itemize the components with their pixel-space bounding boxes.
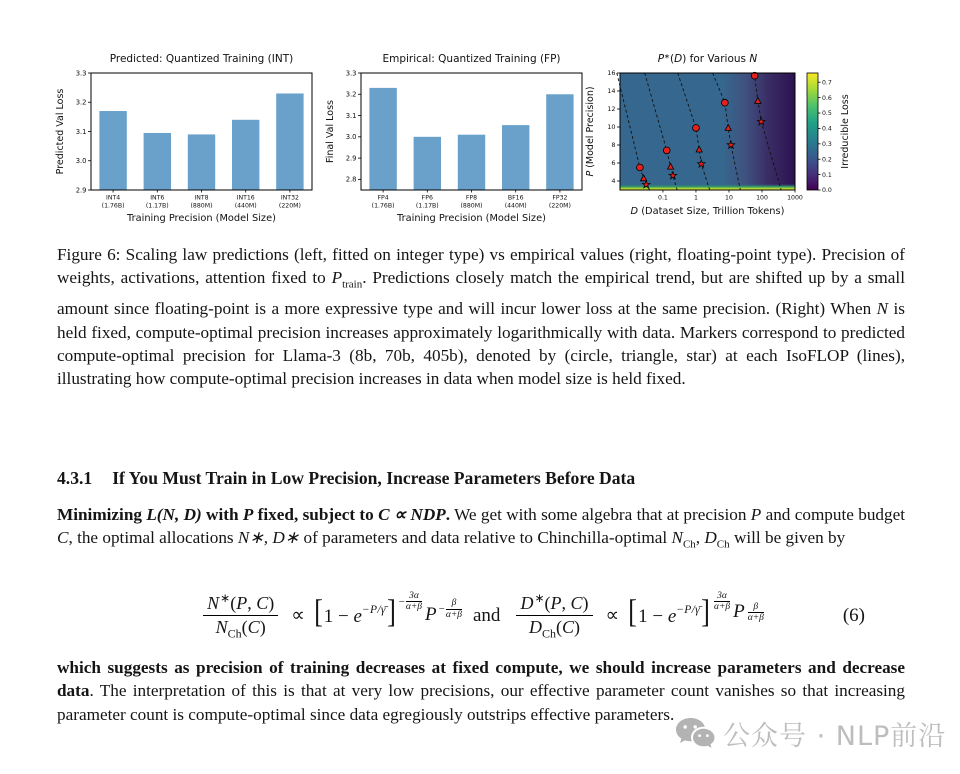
fraction-d: $\frac{D^∗(P, C)}{D_{Ch}(C)}$: [516, 592, 592, 640]
bracket-term: $[1 - e^{-P/\gammā}]$: [313, 593, 396, 630]
colorbar-tick-label: 0.4: [822, 125, 832, 133]
colorbar-tick-label: 0.3: [822, 141, 832, 149]
x-axis-label: Training Precision (Model Size): [127, 213, 276, 224]
paragraph-1: Minimizing L(N, D) with P fixed, subject to C ∝ NDP. We get with some algebra that at precision P and compute budget C, the optimal allocations N∗, D∗ of parameters and data relative to Chinchilla-optimal $N_{Ch}$, $D_{Ch}$ will be given by: [57, 505, 906, 551]
chart-empirical-fp: [325, 50, 595, 225]
y-axis-label: Predicted Val Loss: [55, 88, 66, 175]
x-tick-label: FP32: [552, 194, 568, 202]
and-word: and: [473, 604, 501, 626]
x-tick-sublabel: (440M): [504, 202, 527, 210]
y-tick-label: 6: [611, 159, 616, 168]
chart-title: Predicted: Quantized Training (INT): [109, 53, 294, 65]
bold-lead: Minimizing L(N, D) with P fixed, subject to C ∝ NDP.: [57, 505, 451, 524]
colorbar-tick-label: 0.2: [822, 156, 832, 164]
x-tick-label: FP6: [421, 194, 433, 202]
marker-circle: [693, 125, 700, 132]
watermark: [674, 714, 946, 753]
watermark-text: 公众号 · NLP前沿: [723, 721, 947, 752]
chart-pstar-heatmap: [585, 50, 915, 225]
chart-predicted-int: [55, 50, 325, 225]
colorbar: [807, 73, 818, 190]
x-tick-sublabel: (1.17B): [415, 202, 439, 210]
section-title: If You Must Train in Low Precision, Increase Parameters Before Data: [112, 468, 636, 488]
colorbar-tick-label: 0.7: [822, 79, 832, 87]
bar: [99, 111, 126, 190]
y-tick-label: 3.0: [75, 157, 87, 166]
exponent-3a: 3α α+β: [713, 591, 731, 613]
marker-circle: [721, 99, 728, 106]
y-axis-label: Final Val Loss: [325, 100, 336, 163]
x-tick-label: FP8: [465, 194, 478, 202]
figure-6-caption: [57, 243, 905, 391]
chart-title: Empirical: Quantized Training (FP): [382, 53, 561, 65]
section-number: 4.3.1: [57, 468, 93, 488]
caption-text: . Predictions closely match the empirical trend, but are shifted up by a small amount since floating-point is a more expressive type and will incur lower loss at the same precision. (Right) When: [57, 268, 905, 319]
bar: [414, 137, 441, 190]
x-tick-label: INT4: [106, 194, 121, 202]
x-axis-label: Training Precision (Model Size): [397, 213, 546, 224]
equation-body: [198, 592, 764, 640]
caption-text: is held fixed, compute-optimal precision increases approximately logarithmically with data. Markers correspond to predicted compute-optimal precision for Llama-3 (8b, 70b, 405b), denoted by (circle, triangle, star) at each IsoFLOP (lines), illustrating how compute-optimal precision increases in data when model size is held fixed.: [57, 299, 905, 389]
exponent-neg-3a: − $\frac{3\alpha}{\alpha+\beta}$: [398, 591, 423, 613]
bar: [144, 133, 171, 190]
y-tick-label: 2.9: [345, 154, 357, 163]
y-tick-label: 2.8: [345, 175, 357, 184]
body-text: . The interpretation of this is that at very low precisions, our effective parameter count vanishes so that increasing parameter count is compute-optimal since data egregiously outstrips effective parameters.: [57, 681, 905, 724]
x-axis-label: D (Dataset Size, Trillion Tokens): [630, 206, 785, 217]
y-tick-label: 3.3: [75, 69, 87, 78]
x-tick-label: 100: [756, 194, 768, 202]
y-tick-label: 16: [607, 69, 616, 78]
bar: [188, 134, 215, 190]
y-axis-label: P (Model Precision): [585, 86, 596, 177]
colorbar-tick-label: 0.5: [822, 110, 832, 118]
equation-6: [57, 578, 905, 654]
equation-number: (6): [842, 605, 865, 626]
bar: [232, 120, 259, 190]
y-tick-label: 12: [607, 105, 616, 114]
x-tick-label: 0.1: [658, 194, 668, 202]
x-tick-label: 10: [725, 194, 733, 202]
x-tick-label: INT8: [194, 194, 209, 202]
p-power-term: P − $\frac{\beta}{\alpha+\beta}$: [425, 598, 462, 626]
bar: [502, 125, 529, 190]
bold-conclusion: which suggests as precision of training decreases at fixed compute, we should increase parameters and decrease data: [57, 658, 905, 701]
marker-circle: [636, 164, 643, 171]
x-tick-sublabel: (1.17B): [145, 202, 169, 210]
bar: [546, 94, 573, 190]
x-tick-sublabel: (220M): [278, 202, 301, 210]
y-tick-label: 3.2: [345, 90, 357, 99]
y-tick-label: 3.3: [345, 69, 357, 78]
colorbar-tick-label: 0.1: [822, 171, 832, 179]
propto-symbol: ∝: [291, 605, 305, 627]
x-tick-sublabel: (220M): [548, 202, 571, 210]
y-tick-label: 8: [611, 141, 616, 150]
x-tick-label: 1000: [787, 194, 803, 202]
section-heading: [57, 468, 905, 489]
colorbar-label: Irreducible Loss: [840, 94, 851, 169]
x-tick-sublabel: (1.76B): [101, 202, 125, 210]
y-tick-label: 2.9: [75, 186, 87, 195]
x-tick-label: INT16: [236, 194, 255, 202]
wechat-icon: [674, 716, 716, 752]
y-tick-label: 10: [607, 123, 616, 132]
marker-circle: [663, 147, 670, 154]
y-tick-label: 3.1: [75, 127, 87, 136]
math-var-n: N: [876, 299, 889, 319]
y-tick-label: 4: [611, 177, 616, 186]
x-tick-label: INT32: [280, 194, 299, 202]
x-tick-label: BF16: [507, 194, 524, 202]
p-power-term: P β α+β: [733, 600, 764, 623]
x-tick-sublabel: (880M): [460, 202, 483, 210]
bar: [458, 135, 485, 190]
propto-symbol: ∝: [605, 605, 620, 627]
y-tick-label: 3.1: [345, 111, 357, 120]
colorbar-tick-label: 0.0: [822, 187, 832, 195]
math-sub-train: train: [342, 278, 363, 291]
body-text: We get with some algebra that at precision: [450, 505, 751, 524]
colorbar-tick-label: 0.6: [822, 94, 832, 102]
x-tick-label: FP4: [377, 194, 389, 202]
x-tick-sublabel: (440M): [234, 202, 257, 210]
y-tick-label: 14: [607, 87, 616, 96]
bar: [276, 93, 303, 190]
chart-title: P∗(D) for Various N: [657, 52, 758, 65]
x-tick-label: 1: [693, 194, 698, 202]
y-tick-label: 3.0: [345, 133, 357, 142]
bracket-term: $[1 - e^{-P/\gammā}]$: [628, 593, 710, 630]
x-tick-label: INT6: [150, 194, 165, 202]
x-tick-sublabel: (880M): [190, 202, 213, 210]
fraction-n: $\frac{N^∗(P, C)}{N_{Ch}(C)}$: [203, 592, 278, 640]
x-tick-sublabel: (1.76B): [371, 202, 395, 210]
y-tick-label: 3.2: [75, 98, 87, 107]
math-var-p: P: [331, 268, 343, 288]
caption-text: Figure 6: Scaling law predictions (left, fitted on integer type) vs empirical values (right, floating-point type). Precision of weights, activations, attention fixed to: [57, 245, 905, 288]
bar: [369, 88, 396, 190]
